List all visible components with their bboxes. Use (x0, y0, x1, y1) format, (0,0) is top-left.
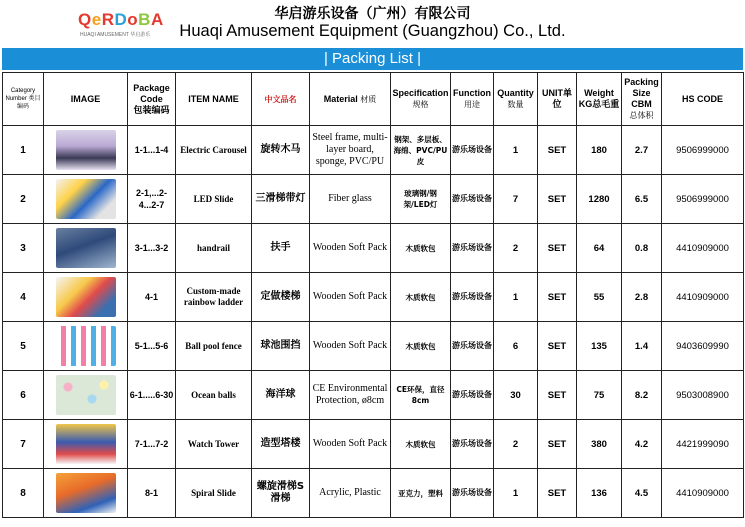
hs-code-cell: 9403609990 (662, 322, 744, 371)
quantity-cell: 1 (494, 469, 538, 518)
product-image (56, 424, 116, 464)
packing-size-cell: 6.5 (622, 175, 662, 224)
category-cell: 3 (3, 224, 44, 273)
package-code-cell: 5-1...5-6 (128, 322, 176, 371)
category-cell: 1 (3, 126, 44, 175)
function-cell: 游乐场设备 (451, 469, 494, 518)
unit-cell: SET (538, 126, 577, 175)
category-cell: 5 (3, 322, 44, 371)
weight-cell: 180 (577, 126, 622, 175)
table-row (3, 224, 744, 273)
col-material: Material 材质 (310, 73, 391, 126)
hs-code-cell: 4421999090 (662, 420, 744, 469)
material-cell: Wooden Soft Pack (310, 322, 391, 371)
item-name-cell: Spiral Slide (176, 469, 252, 518)
package-code-cell: 8-1 (128, 469, 176, 518)
packing-size-cell: 2.8 (622, 273, 662, 322)
specification-cell: 木质软包 (391, 322, 451, 371)
function-cell: 游乐场设备 (451, 322, 494, 371)
category-cell: 6 (3, 371, 44, 420)
quantity-cell: 1 (494, 273, 538, 322)
weight-cell: 75 (577, 371, 622, 420)
function-cell: 游乐场设备 (451, 420, 494, 469)
product-image (56, 326, 116, 366)
product-image-cell (44, 126, 128, 175)
product-image-cell (44, 420, 128, 469)
table-row (3, 175, 744, 224)
item-name-cell: Custom-made rainbow ladder (176, 273, 252, 322)
item-name-cell: Electric Carousel (176, 126, 252, 175)
product-image (56, 473, 116, 513)
product-image (56, 375, 116, 415)
quantity-cell: 1 (494, 126, 538, 175)
product-image (56, 179, 116, 219)
material-cell: Wooden Soft Pack (310, 273, 391, 322)
specification-cell: 木质软包 (391, 420, 451, 469)
table-row (3, 126, 744, 175)
table-row (3, 371, 744, 420)
quantity-cell: 30 (494, 371, 538, 420)
product-image-cell (44, 469, 128, 518)
specification-cell: CE环保，直径8cm (391, 371, 451, 420)
function-cell: 游乐场设备 (451, 126, 494, 175)
logo-tagline: HUAQI AMUSEMENT 华启游乐 (80, 32, 151, 38)
cn-name-cell: 定做楼梯 (252, 273, 310, 322)
cn-name-cell: 螺旋滑梯S滑梯 (252, 469, 310, 518)
col-quantity: Quantity 数量 (494, 73, 538, 126)
material-cell: CE Environmental Protection, ø8cm (310, 371, 391, 420)
table-row (3, 322, 744, 371)
unit-cell: SET (538, 469, 577, 518)
specification-cell: 亚克力，塑料 (391, 469, 451, 518)
col-specification: Specification 规格 (391, 73, 451, 126)
item-name-cell: Ocean balls (176, 371, 252, 420)
quantity-cell: 2 (494, 420, 538, 469)
col-weight: Weight KG总毛重 (577, 73, 622, 126)
cn-name-cell: 扶手 (252, 224, 310, 273)
material-cell: Wooden Soft Pack (310, 224, 391, 273)
col-hs-code: HS CODE (662, 73, 744, 126)
weight-cell: 135 (577, 322, 622, 371)
product-image-cell (44, 175, 128, 224)
packing-list-table (2, 72, 744, 518)
packing-size-cell: 2.7 (622, 126, 662, 175)
company-name-en: Huaqi Amusement Equipment (Guangzhou) Co., Ltd. (179, 22, 566, 40)
package-code-cell: 4-1 (128, 273, 176, 322)
logo-wordmark: QeRDoBA (78, 10, 164, 29)
col-package-code: Package Code 包装编码 (128, 73, 176, 126)
col-image: IMAGE (44, 73, 128, 126)
material-cell: Acrylic, Plastic (310, 469, 391, 518)
weight-cell: 136 (577, 469, 622, 518)
package-code-cell: 6-1.....6-30 (128, 371, 176, 420)
product-image (56, 130, 116, 170)
company-name-cn: 华启游乐设备（广州）有限公司 (274, 6, 471, 22)
unit-cell: SET (538, 175, 577, 224)
material-cell: Steel frame, multi-layer board, sponge, PVC/PU (310, 126, 391, 175)
item-name-cell: LED Slide (176, 175, 252, 224)
packing-size-cell: 4.2 (622, 420, 662, 469)
item-name-cell: Watch Tower (176, 420, 252, 469)
quantity-cell: 7 (494, 175, 538, 224)
unit-cell: SET (538, 420, 577, 469)
packing-size-cell: 0.8 (622, 224, 662, 273)
package-code-cell: 7-1...7-2 (128, 420, 176, 469)
col-unit: UNIT单位 (538, 73, 577, 126)
hs-code-cell: 4410909000 (662, 224, 744, 273)
function-cell: 游乐场设备 (451, 371, 494, 420)
col-item-name: ITEM NAME (176, 73, 252, 126)
category-cell: 8 (3, 469, 44, 518)
product-image-cell (44, 273, 128, 322)
hs-code-cell: 9503008900 (662, 371, 744, 420)
product-image-cell (44, 224, 128, 273)
table-row (3, 469, 744, 518)
col-category: Category Number 类目编码 (3, 73, 44, 126)
material-cell: Wooden Soft Pack (310, 420, 391, 469)
product-image-cell (44, 371, 128, 420)
col-packing-size: Packing Size CBM 总体积 (622, 73, 662, 126)
item-name-cell: handrail (176, 224, 252, 273)
hs-code-cell: 4410909000 (662, 469, 744, 518)
weight-cell: 380 (577, 420, 622, 469)
specification-cell: 木质软包 (391, 273, 451, 322)
packing-list-title: | Packing List | (2, 48, 743, 70)
product-image (56, 228, 116, 268)
hs-code-cell: 9506999000 (662, 126, 744, 175)
category-cell: 7 (3, 420, 44, 469)
table-row (3, 273, 744, 322)
weight-cell: 64 (577, 224, 622, 273)
cn-name-cell: 海洋球 (252, 371, 310, 420)
col-function: Function 用途 (451, 73, 494, 126)
quantity-cell: 6 (494, 322, 538, 371)
table-row (3, 420, 744, 469)
package-code-cell: 3-1...3-2 (128, 224, 176, 273)
col-cn-name: 中文品名 (252, 73, 310, 126)
category-cell: 4 (3, 273, 44, 322)
packing-size-cell: 1.4 (622, 322, 662, 371)
unit-cell: SET (538, 322, 577, 371)
hs-code-cell: 4410909000 (662, 273, 744, 322)
table-header-row (3, 73, 744, 126)
item-name-cell: Ball pool fence (176, 322, 252, 371)
packing-size-cell: 4.5 (622, 469, 662, 518)
category-cell: 2 (3, 175, 44, 224)
packing-size-cell: 8.2 (622, 371, 662, 420)
unit-cell: SET (538, 371, 577, 420)
package-code-cell: 1-1...1-4 (128, 126, 176, 175)
unit-cell: SET (538, 224, 577, 273)
cn-name-cell: 球池围挡 (252, 322, 310, 371)
specification-cell: 玻璃钢/钢架/LED灯 (391, 175, 451, 224)
weight-cell: 55 (577, 273, 622, 322)
function-cell: 游乐场设备 (451, 224, 494, 273)
weight-cell: 1280 (577, 175, 622, 224)
product-image-cell (44, 322, 128, 371)
function-cell: 游乐场设备 (451, 175, 494, 224)
cn-name-cell: 旋转木马 (252, 126, 310, 175)
function-cell: 游乐场设备 (451, 273, 494, 322)
product-image (56, 277, 116, 317)
hs-code-cell: 9506999000 (662, 175, 744, 224)
cn-name-cell: 造型塔楼 (252, 420, 310, 469)
specification-cell: 钢架、多层板、海绵、PVC/PU皮 (391, 126, 451, 175)
package-code-cell: 2-1,...2-4...2-7 (128, 175, 176, 224)
cn-name-cell: 三滑梯带灯 (252, 175, 310, 224)
quantity-cell: 2 (494, 224, 538, 273)
material-cell: Fiber glass (310, 175, 391, 224)
specification-cell: 木质软包 (391, 224, 451, 273)
unit-cell: SET (538, 273, 577, 322)
